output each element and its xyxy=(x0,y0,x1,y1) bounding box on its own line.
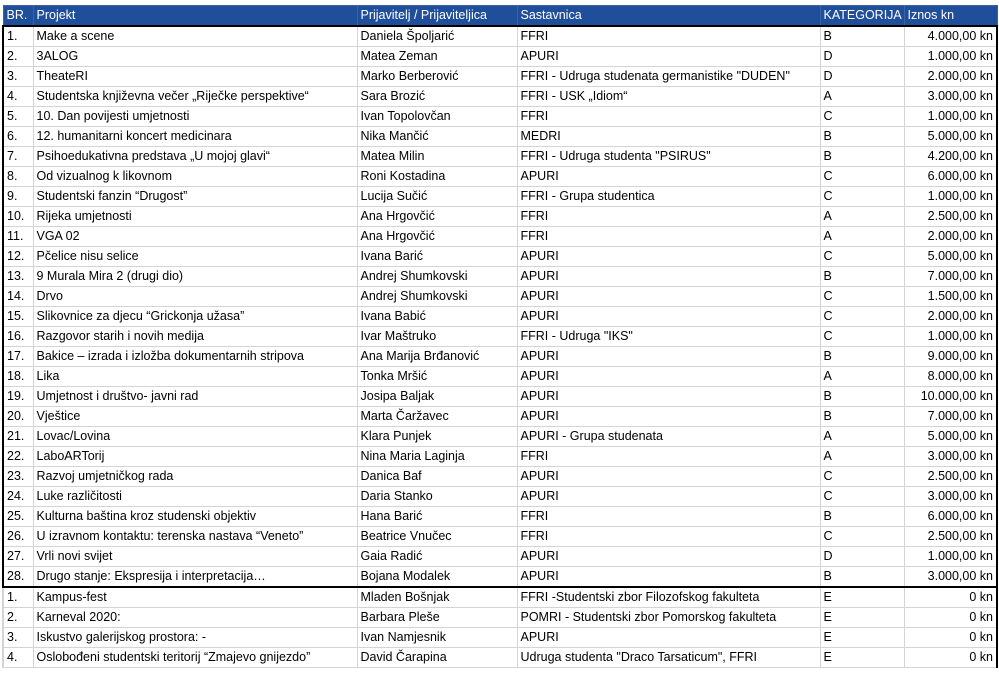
cell-iznos[interactable]: 2.000,00 kn xyxy=(904,227,997,247)
cell-iznos[interactable]: 1.000,00 kn xyxy=(904,47,997,67)
table-row xyxy=(3,447,997,467)
cell-sastavnica[interactable]: APURI xyxy=(517,307,820,327)
cell-projekt[interactable]: Oslobođeni studentski teritorij “Zmajevo gnijezdo” xyxy=(33,648,357,668)
cell-projekt[interactable]: Iskustvo galerijskog prostora: - xyxy=(33,628,357,648)
table-row xyxy=(3,167,997,187)
cell-kategorija[interactable]: D xyxy=(820,547,904,567)
table-row xyxy=(3,267,997,287)
cell-prijavitelj[interactable]: Andrej Shumkovski xyxy=(357,267,517,287)
cell-br[interactable]: 6. xyxy=(3,127,33,147)
cell-sastavnica[interactable]: FFRI - Udruga "IKS" xyxy=(517,327,820,347)
cell-prijavitelj[interactable]: Beatrice Vnučec xyxy=(357,527,517,547)
cell-iznos[interactable]: 5.000,00 kn xyxy=(904,247,997,267)
cell-prijavitelj[interactable]: Ana Hrgovčić xyxy=(357,227,517,247)
cell-br[interactable]: 12. xyxy=(3,247,33,267)
cell-projekt[interactable]: Kulturna baština kroz studenski objektiv xyxy=(33,507,357,527)
table-row xyxy=(3,147,997,167)
cell-prijavitelj[interactable]: Daniela Špoljarić xyxy=(357,26,517,47)
cell-br[interactable]: 21. xyxy=(3,427,33,447)
cell-br[interactable]: 26. xyxy=(3,527,33,547)
cell-prijavitelj[interactable]: David Čarapina xyxy=(357,648,517,668)
cell-br[interactable]: 9. xyxy=(3,187,33,207)
cell-projekt[interactable]: Rijeka umjetnosti xyxy=(33,207,357,227)
cell-sastavnica[interactable]: APURI - Grupa studenata xyxy=(517,427,820,447)
cell-iznos[interactable]: 2.000,00 kn xyxy=(904,67,997,87)
table-row xyxy=(3,247,997,267)
cell-prijavitelj[interactable]: Hana Barić xyxy=(357,507,517,527)
cell-projekt[interactable]: Luke različitosti xyxy=(33,487,357,507)
table-row xyxy=(3,427,997,447)
table-row xyxy=(3,547,997,567)
cell-sastavnica[interactable]: APURI xyxy=(517,547,820,567)
table-row xyxy=(3,127,997,147)
cell-sastavnica[interactable]: POMRI - Studentski zbor Pomorskog fakulteta xyxy=(517,608,820,628)
cell-projekt[interactable]: Kampus-fest xyxy=(33,587,357,608)
cell-iznos[interactable]: 1.000,00 kn xyxy=(904,327,997,347)
cell-br[interactable]: 10. xyxy=(3,207,33,227)
cell-iznos[interactable]: 2.500,00 kn xyxy=(904,527,997,547)
cell-projekt[interactable]: Bakice – izrada i izložba dokumentarnih stripova xyxy=(33,347,357,367)
cell-sastavnica[interactable]: FFRI - Grupa studentica xyxy=(517,187,820,207)
cell-iznos[interactable]: 6.000,00 kn xyxy=(904,167,997,187)
unfunded-projects xyxy=(3,587,997,668)
cell-kategorija[interactable]: C xyxy=(820,247,904,267)
cell-kategorija[interactable]: B xyxy=(820,387,904,407)
cell-prijavitelj[interactable]: Ivan Topolovčan xyxy=(357,107,517,127)
cell-projekt[interactable]: Studentski fanzin “Drugost” xyxy=(33,187,357,207)
cell-kategorija[interactable]: B xyxy=(820,26,904,47)
projects-table xyxy=(2,5,998,668)
cell-br[interactable]: 28. xyxy=(3,567,33,588)
cell-sastavnica[interactable]: APURI xyxy=(517,287,820,307)
cell-kategorija[interactable]: C xyxy=(820,167,904,187)
cell-br[interactable]: 3. xyxy=(3,67,33,87)
cell-projekt[interactable]: Make a scene xyxy=(33,26,357,47)
cell-projekt[interactable]: Pčelice nisu selice xyxy=(33,247,357,267)
cell-sastavnica[interactable]: APURI xyxy=(517,387,820,407)
cell-prijavitelj[interactable]: Ana Hrgovčić xyxy=(357,207,517,227)
cell-projekt[interactable]: TheateRI xyxy=(33,67,357,87)
cell-sastavnica[interactable]: Udruga studenta "Draco Tarsaticum", FFRI xyxy=(517,648,820,668)
cell-sastavnica[interactable]: APURI xyxy=(517,487,820,507)
cell-sastavnica[interactable]: APURI xyxy=(517,628,820,648)
table-row xyxy=(3,587,997,608)
cell-prijavitelj[interactable]: Roni Kostadina xyxy=(357,167,517,187)
cell-iznos[interactable]: 0 kn xyxy=(904,608,997,628)
cell-kategorija[interactable]: D xyxy=(820,47,904,67)
cell-iznos[interactable]: 4.000,00 kn xyxy=(904,26,997,47)
col-header-kategorija[interactable]: KATEGORIJA xyxy=(820,6,904,27)
cell-iznos[interactable]: 4.200,00 kn xyxy=(904,147,997,167)
table-row xyxy=(3,567,997,588)
cell-prijavitelj[interactable]: Danica Baf xyxy=(357,467,517,487)
cell-iznos[interactable]: 3.000,00 kn xyxy=(904,87,997,107)
cell-prijavitelj[interactable]: Josipa Baljak xyxy=(357,387,517,407)
cell-kategorija[interactable]: C xyxy=(820,487,904,507)
cell-kategorija[interactable]: B xyxy=(820,267,904,287)
header-row xyxy=(3,6,997,27)
col-header-sastavnica[interactable]: Sastavnica xyxy=(517,6,820,27)
cell-prijavitelj[interactable]: Mladen Bošnjak xyxy=(357,587,517,608)
cell-br[interactable]: 13. xyxy=(3,267,33,287)
cell-prijavitelj[interactable]: Klara Punjek xyxy=(357,427,517,447)
cell-sastavnica[interactable]: APURI xyxy=(517,367,820,387)
cell-br[interactable]: 25. xyxy=(3,507,33,527)
table-row xyxy=(3,628,997,648)
cell-kategorija[interactable]: A xyxy=(820,447,904,467)
cell-br[interactable]: 20. xyxy=(3,407,33,427)
cell-br[interactable]: 22. xyxy=(3,447,33,467)
cell-iznos[interactable]: 5.000,00 kn xyxy=(904,427,997,447)
cell-sastavnica[interactable]: FFRI xyxy=(517,207,820,227)
cell-kategorija[interactable]: A xyxy=(820,367,904,387)
cell-iznos[interactable]: 6.000,00 kn xyxy=(904,507,997,527)
col-header-prijavitelj[interactable]: Prijavitelj / Prijaviteljica xyxy=(357,6,517,27)
cell-br[interactable]: 5. xyxy=(3,107,33,127)
cell-br[interactable]: 7. xyxy=(3,147,33,167)
cell-projekt[interactable]: Psihoedukativna predstava „U mojoj glavi“ xyxy=(33,147,357,167)
table-row xyxy=(3,287,997,307)
cell-kategorija[interactable]: B xyxy=(820,567,904,588)
cell-kategorija[interactable]: B xyxy=(820,507,904,527)
cell-projekt[interactable]: Vrli novi svijet xyxy=(33,547,357,567)
table-row xyxy=(3,67,997,87)
cell-projekt[interactable]: U izravnom kontaktu: terenska nastava “Veneto” xyxy=(33,527,357,547)
cell-projekt[interactable]: 10. Dan povijesti umjetnosti xyxy=(33,107,357,127)
table-row xyxy=(3,26,997,47)
cell-prijavitelj[interactable]: Marta Čaržavec xyxy=(357,407,517,427)
cell-br[interactable]: 11. xyxy=(3,227,33,247)
cell-projekt[interactable]: Vještice xyxy=(33,407,357,427)
cell-projekt[interactable]: VGA 02 xyxy=(33,227,357,247)
cell-prijavitelj[interactable]: Daria Stanko xyxy=(357,487,517,507)
cell-prijavitelj[interactable]: Matea Milin xyxy=(357,147,517,167)
cell-iznos[interactable]: 3.000,00 kn xyxy=(904,447,997,467)
cell-prijavitelj[interactable]: Ana Marija Brđanović xyxy=(357,347,517,367)
cell-prijavitelj[interactable]: Tonka Mršić xyxy=(357,367,517,387)
cell-iznos[interactable]: 0 kn xyxy=(904,587,997,608)
cell-prijavitelj[interactable]: Ivar Maštruko xyxy=(357,327,517,347)
cell-prijavitelj[interactable]: Andrej Shumkovski xyxy=(357,287,517,307)
cell-kategorija[interactable]: C xyxy=(820,327,904,347)
cell-projekt[interactable]: LaboARTorij xyxy=(33,447,357,467)
cell-kategorija[interactable]: C xyxy=(820,187,904,207)
cell-kategorija[interactable]: C xyxy=(820,467,904,487)
cell-sastavnica[interactable]: FFRI - USK „Idiom“ xyxy=(517,87,820,107)
cell-projekt[interactable]: Drugo stanje: Ekspresija i interpretacija… xyxy=(33,567,357,588)
col-header-iznos[interactable]: Iznos kn xyxy=(904,6,997,27)
cell-prijavitelj[interactable]: Nika Mančić xyxy=(357,127,517,147)
cell-sastavnica[interactable]: APURI xyxy=(517,347,820,367)
table-row xyxy=(3,87,997,107)
cell-iznos[interactable]: 0 kn xyxy=(904,628,997,648)
cell-sastavnica[interactable]: FFRI xyxy=(517,527,820,547)
cell-iznos[interactable]: 1.000,00 kn xyxy=(904,187,997,207)
table-row xyxy=(3,648,997,668)
cell-sastavnica[interactable]: MEDRI xyxy=(517,127,820,147)
table-row xyxy=(3,527,997,547)
cell-br[interactable]: 16. xyxy=(3,327,33,347)
cell-sastavnica[interactable]: APURI xyxy=(517,267,820,287)
cell-kategorija[interactable]: B xyxy=(820,347,904,367)
cell-sastavnica[interactable]: FFRI - Udruga studenta "PSIRUS" xyxy=(517,147,820,167)
cell-projekt[interactable]: Studentska književna večer „Riječke perspektive“ xyxy=(33,87,357,107)
cell-kategorija[interactable]: B xyxy=(820,147,904,167)
cell-projekt[interactable]: Lovac/Lovina xyxy=(33,427,357,447)
table-row xyxy=(3,347,997,367)
table-row xyxy=(3,207,997,227)
cell-kategorija[interactable]: A xyxy=(820,87,904,107)
cell-prijavitelj[interactable]: Marko Berberović xyxy=(357,67,517,87)
cell-br[interactable]: 14. xyxy=(3,287,33,307)
cell-iznos[interactable]: 0 kn xyxy=(904,648,997,668)
cell-sastavnica[interactable]: APURI xyxy=(517,167,820,187)
table-row xyxy=(3,47,997,67)
table-row xyxy=(3,467,997,487)
cell-br[interactable]: 17. xyxy=(3,347,33,367)
cell-sastavnica[interactable]: FFRI xyxy=(517,107,820,127)
cell-prijavitelj[interactable]: Nina Maria Laginja xyxy=(357,447,517,467)
cell-kategorija[interactable]: A xyxy=(820,207,904,227)
table-row xyxy=(3,187,997,207)
table-row xyxy=(3,608,997,628)
cell-sastavnica[interactable]: FFRI xyxy=(517,26,820,47)
cell-prijavitelj[interactable]: Ivan Namjesnik xyxy=(357,628,517,648)
cell-br[interactable]: 4. xyxy=(3,648,33,668)
cell-prijavitelj[interactable]: Lucija Sučić xyxy=(357,187,517,207)
cell-br[interactable]: 23. xyxy=(3,467,33,487)
cell-sastavnica[interactable]: FFRI - Udruga studenata germanistike "DUDEN" xyxy=(517,67,820,87)
cell-iznos[interactable]: 5.000,00 kn xyxy=(904,127,997,147)
cell-br[interactable]: 1. xyxy=(3,26,33,47)
cell-prijavitelj[interactable]: Gaia Radić xyxy=(357,547,517,567)
cell-kategorija[interactable]: B xyxy=(820,127,904,147)
table-row xyxy=(3,367,997,387)
cell-kategorija[interactable]: B xyxy=(820,407,904,427)
cell-br[interactable]: 27. xyxy=(3,547,33,567)
cell-projekt[interactable]: 3ALOG xyxy=(33,47,357,67)
cell-prijavitelj[interactable]: Ivana Babić xyxy=(357,307,517,327)
table-row xyxy=(3,387,997,407)
cell-projekt[interactable]: Razvoj umjetničkog rada xyxy=(33,467,357,487)
cell-iznos[interactable]: 7.000,00 kn xyxy=(904,407,997,427)
cell-projekt[interactable]: 12. humanitarni koncert medicinara xyxy=(33,127,357,147)
funded-projects xyxy=(3,26,997,587)
cell-projekt[interactable]: Razgovor starih i novih medija xyxy=(33,327,357,347)
cell-sastavnica[interactable]: FFRI -Studentski zbor Filozofskog fakulteta xyxy=(517,587,820,608)
table-row xyxy=(3,507,997,527)
cell-iznos[interactable]: 1.000,00 kn xyxy=(904,547,997,567)
cell-kategorija[interactable]: C xyxy=(820,107,904,127)
cell-sastavnica[interactable]: APURI xyxy=(517,47,820,67)
cell-iznos[interactable]: 2.500,00 kn xyxy=(904,467,997,487)
cell-projekt[interactable]: Slikovnice za djecu “Grickonja užasa” xyxy=(33,307,357,327)
table-row xyxy=(3,107,997,127)
cell-sastavnica[interactable]: APURI xyxy=(517,407,820,427)
cell-prijavitelj[interactable]: Barbara Pleše xyxy=(357,608,517,628)
cell-iznos[interactable]: 8.000,00 kn xyxy=(904,367,997,387)
cell-sastavnica[interactable]: FFRI xyxy=(517,507,820,527)
cell-prijavitelj[interactable]: Matea Zeman xyxy=(357,47,517,67)
table-row xyxy=(3,307,997,327)
cell-kategorija[interactable]: E xyxy=(820,608,904,628)
cell-sastavnica[interactable]: FFRI xyxy=(517,447,820,467)
cell-kategorija[interactable]: C xyxy=(820,287,904,307)
cell-kategorija[interactable]: A xyxy=(820,427,904,447)
cell-br[interactable]: 8. xyxy=(3,167,33,187)
cell-iznos[interactable]: 10.000,00 kn xyxy=(904,387,997,407)
cell-br[interactable]: 24. xyxy=(3,487,33,507)
cell-kategorija[interactable]: E xyxy=(820,587,904,608)
cell-iznos[interactable]: 2.000,00 kn xyxy=(904,307,997,327)
cell-kategorija[interactable]: E xyxy=(820,648,904,668)
cell-iznos[interactable]: 1.000,00 kn xyxy=(904,107,997,127)
cell-kategorija[interactable]: D xyxy=(820,67,904,87)
cell-prijavitelj[interactable]: Sara Brozić xyxy=(357,87,517,107)
cell-iznos[interactable]: 3.000,00 kn xyxy=(904,567,997,588)
table-row xyxy=(3,227,997,247)
cell-kategorija[interactable]: A xyxy=(820,227,904,247)
cell-sastavnica[interactable]: APURI xyxy=(517,567,820,588)
col-header-br[interactable]: BR. xyxy=(3,6,33,27)
cell-iznos[interactable]: 7.000,00 kn xyxy=(904,267,997,287)
cell-projekt[interactable]: Karneval 2020: xyxy=(33,608,357,628)
cell-projekt[interactable]: Drvo xyxy=(33,287,357,307)
cell-prijavitelj[interactable]: Bojana Modalek xyxy=(357,567,517,588)
cell-projekt[interactable]: Od vizualnog k likovnom xyxy=(33,167,357,187)
cell-prijavitelj[interactable]: Ivana Barić xyxy=(357,247,517,267)
cell-iznos[interactable]: 3.000,00 kn xyxy=(904,487,997,507)
cell-br[interactable]: 4. xyxy=(3,87,33,107)
cell-br[interactable]: 15. xyxy=(3,307,33,327)
cell-projekt[interactable]: 9 Murala Mira 2 (drugi dio) xyxy=(33,267,357,287)
cell-br[interactable]: 2. xyxy=(3,47,33,67)
table-row xyxy=(3,407,997,427)
cell-sastavnica[interactable]: APURI xyxy=(517,247,820,267)
cell-kategorija[interactable]: C xyxy=(820,307,904,327)
cell-kategorija[interactable]: E xyxy=(820,628,904,648)
cell-iznos[interactable]: 2.500,00 kn xyxy=(904,207,997,227)
cell-br[interactable]: 2. xyxy=(3,608,33,628)
cell-br[interactable]: 3. xyxy=(3,628,33,648)
cell-projekt[interactable]: Umjetnost i društvo- javni rad xyxy=(33,387,357,407)
cell-sastavnica[interactable]: FFRI xyxy=(517,227,820,247)
col-header-projekt[interactable]: Projekt xyxy=(33,6,357,27)
table-row xyxy=(3,327,997,347)
cell-br[interactable]: 1. xyxy=(3,587,33,608)
cell-projekt[interactable]: Lika xyxy=(33,367,357,387)
cell-iznos[interactable]: 1.500,00 kn xyxy=(904,287,997,307)
cell-br[interactable]: 18. xyxy=(3,367,33,387)
table-row xyxy=(3,487,997,507)
cell-iznos[interactable]: 9.000,00 kn xyxy=(904,347,997,367)
cell-kategorija[interactable]: C xyxy=(820,527,904,547)
cell-br[interactable]: 19. xyxy=(3,387,33,407)
cell-sastavnica[interactable]: APURI xyxy=(517,467,820,487)
